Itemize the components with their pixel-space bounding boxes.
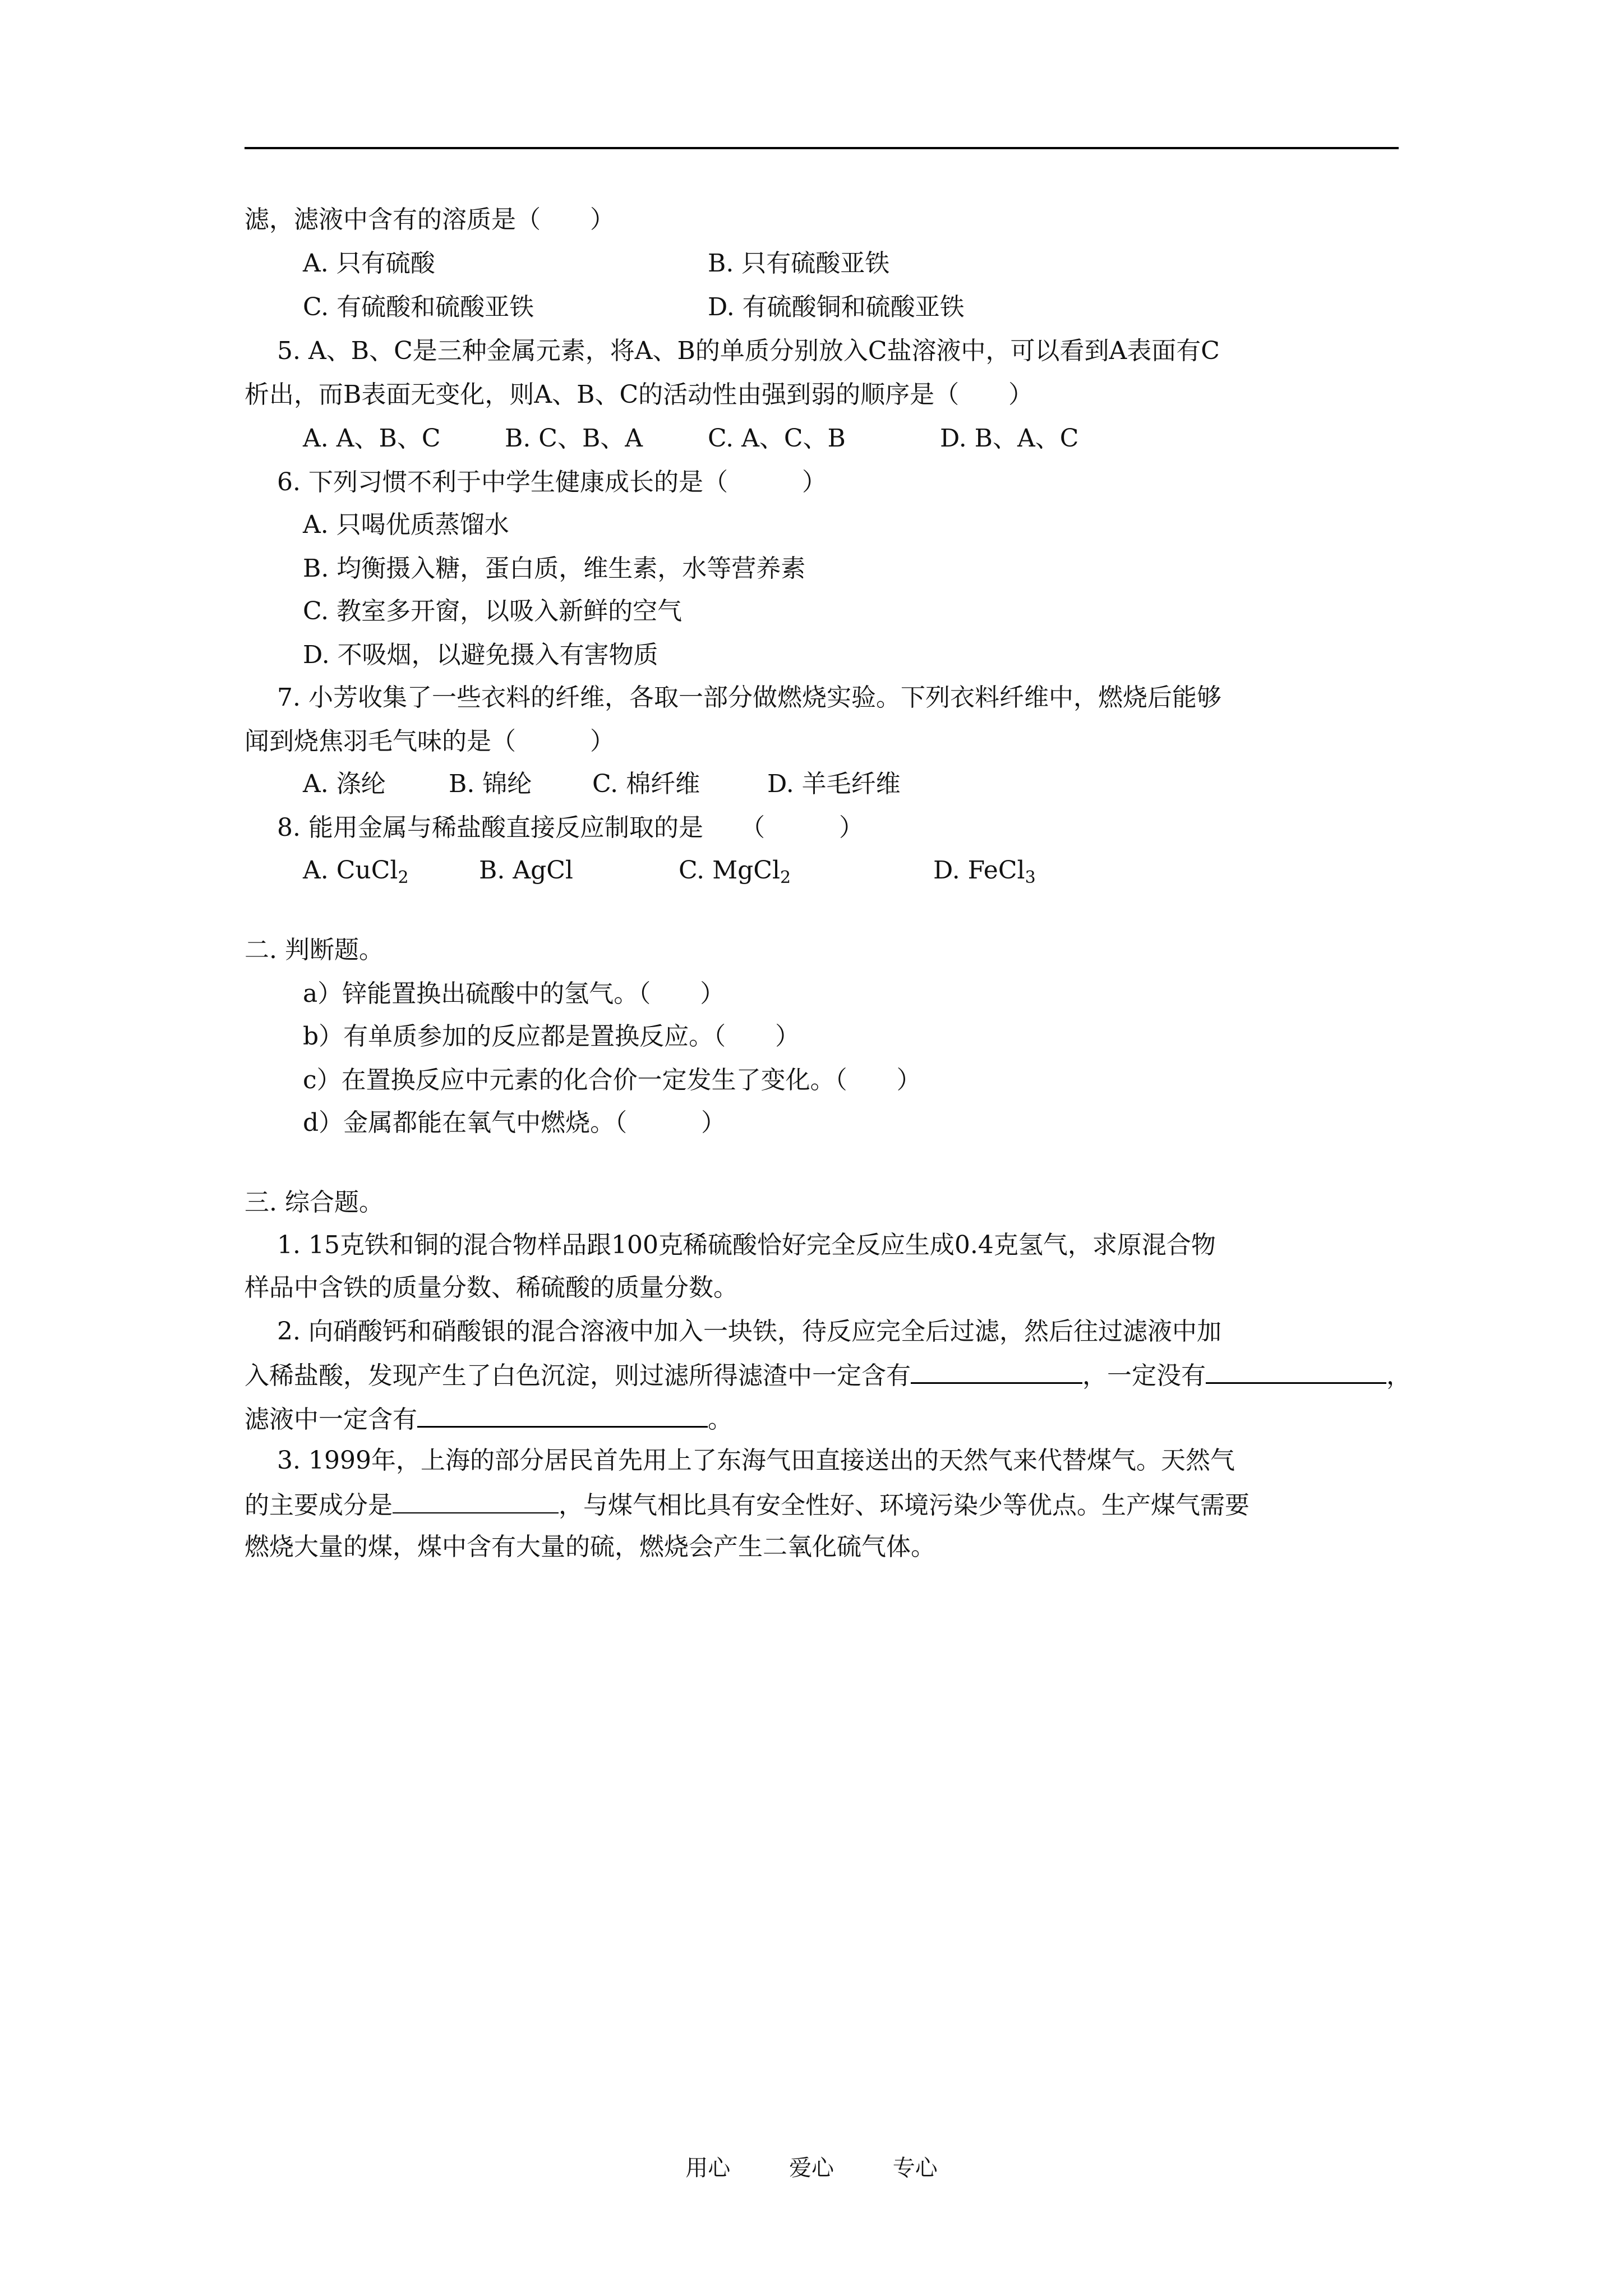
q8-option-d <box>933 854 1036 887</box>
q8-option-d-text: D. FeCl <box>933 856 1025 885</box>
q5-option-c: C. A、C、B <box>708 424 846 453</box>
q5-option-d: D. B、A、C <box>940 424 1079 453</box>
q5-option-a: A. A、B、C <box>303 424 441 453</box>
footer-word-2: 爱心 <box>789 2155 834 2181</box>
q4-option-c: C. 有硫酸和硫酸亚铁 <box>303 293 534 321</box>
section2-item-c: c）在置换反应中元素的化合价一定发生了变化。（ ） <box>303 1066 921 1094</box>
q5-line2: 析出，而B表面无变化，则A、B、C的活动性由强到弱的顺序是（ ） <box>245 380 1034 409</box>
q7-option-d: D. 羊毛纤维 <box>767 770 901 798</box>
answer-blank-filtrate-contains[interactable] <box>417 1401 708 1428</box>
section3-p1-line1: 1. 15克铁和铜的混合物样品跟100克稀硫酸恰好完全反应生成0.4克氢气，求原混合物 <box>277 1231 1216 1259</box>
section3-p2-line2 <box>245 1358 1411 1393</box>
q8-option-b-text: B. AgCl <box>479 856 573 885</box>
q8-option-c <box>679 854 791 887</box>
section2-title: 二. 判断题。 <box>245 936 384 964</box>
p2-line3-text-a: 滤液中一定含有 <box>245 1405 417 1434</box>
q8-option-b <box>479 854 573 887</box>
q8-option-d-sub: 3 <box>1025 868 1036 887</box>
q5-option-b: B. C、B、A <box>505 424 643 453</box>
q7-option-c: C. 棉纤维 <box>592 770 700 798</box>
footer-word-1: 用心 <box>685 2155 731 2181</box>
q4-option-b: B. 只有硫酸亚铁 <box>708 249 890 278</box>
section3-p3-line1: 3. 1999年，上海的部分居民首先用上了东海气田直接送出的天然气来代替煤气。天然气 <box>277 1446 1235 1475</box>
q6-option-d: D. 不吸烟，以避免摄入有害物质 <box>303 641 658 669</box>
section3-p3-line3: 燃烧大量的煤，煤中含有大量的硫，燃烧会产生二氧化硫气体。 <box>245 1533 935 1561</box>
section3-p3-line2 <box>245 1488 1249 1522</box>
p2-line2-text-c: ， <box>1386 1361 1411 1390</box>
section3-p1-line2: 样品中含铁的质量分数、稀硫酸的质量分数。 <box>245 1273 738 1302</box>
section3-title: 三. 综合题。 <box>245 1188 384 1217</box>
answer-blank-residue-contains[interactable] <box>911 1358 1082 1384</box>
answer-blank-residue-excludes[interactable] <box>1206 1358 1386 1384</box>
q6-option-c: C. 教室多开窗，以吸入新鲜的空气 <box>303 597 683 625</box>
q4-stem: 滤，滤液中含有的溶质是（ ） <box>245 205 615 234</box>
q7-line2: 闻到烧焦羽毛气味的是（ ） <box>245 727 615 756</box>
q8-option-c-text: C. MgCl <box>679 856 781 885</box>
q4-option-a: A. 只有硫酸 <box>303 249 435 278</box>
section3-p2-line1: 2. 向硝酸钙和硝酸银的混合溶液中加入一块铁，待反应完全后过滤，然后往过滤液中加 <box>277 1317 1221 1346</box>
page-footer <box>0 2152 1623 2184</box>
section2-item-a: a）锌能置换出硫酸中的氢气。（ ） <box>303 979 725 1008</box>
q8-option-c-sub: 2 <box>780 868 791 887</box>
q8-option-a-text: A. CuCl <box>303 856 398 885</box>
q6-option-a: A. 只喝优质蒸馏水 <box>303 510 509 539</box>
footer-word-3: 专心 <box>892 2155 938 2181</box>
q6-option-b: B. 均衡摄入糖，蛋白质，维生素，水等营养素 <box>303 554 806 583</box>
p2-line3-text-b: 。 <box>708 1405 732 1434</box>
q6-stem: 6. 下列习惯不利于中学生健康成长的是（ ） <box>277 468 827 496</box>
section3-p2-line3 <box>245 1401 732 1437</box>
header-rule <box>245 147 1399 149</box>
p2-line2-text-a: 入稀盐酸，发现产生了白色沉淀，则过滤所得滤渣中一定含有 <box>245 1361 911 1390</box>
q8-stem: 8. 能用金属与稀盐酸直接反应制取的是 （ ） <box>277 813 864 842</box>
q5-line1: 5. A、B、C是三种金属元素，将A、B的单质分别放入C盐溶液中，可以看到A表面有C <box>277 337 1220 365</box>
section2-item-b: b）有单质参加的反应都是置换反应。（ ） <box>303 1022 800 1051</box>
q8-option-a <box>303 854 409 887</box>
p2-line2-text-b: ，一定没有 <box>1082 1361 1206 1390</box>
q8-option-a-sub: 2 <box>398 868 409 887</box>
q7-option-b: B. 锦纶 <box>449 770 532 798</box>
section2-item-d: d）金属都能在氧气中燃烧。（ ） <box>303 1108 726 1137</box>
q7-line1: 7. 小芳收集了一些衣料的纤维，各取一部分做燃烧实验。下列衣料纤维中，燃烧后能够 <box>277 683 1221 712</box>
q4-option-d: D. 有硫酸铜和硫酸亚铁 <box>708 293 965 321</box>
p3-line2-text-a: 的主要成分是 <box>245 1491 393 1520</box>
p3-line2-text-b: ，与煤气相比具有安全性好、环境污染少等优点。生产煤气需要 <box>559 1491 1249 1520</box>
answer-blank-natural-gas-component[interactable] <box>393 1488 559 1513</box>
q7-option-a: A. 涤纶 <box>303 770 386 798</box>
